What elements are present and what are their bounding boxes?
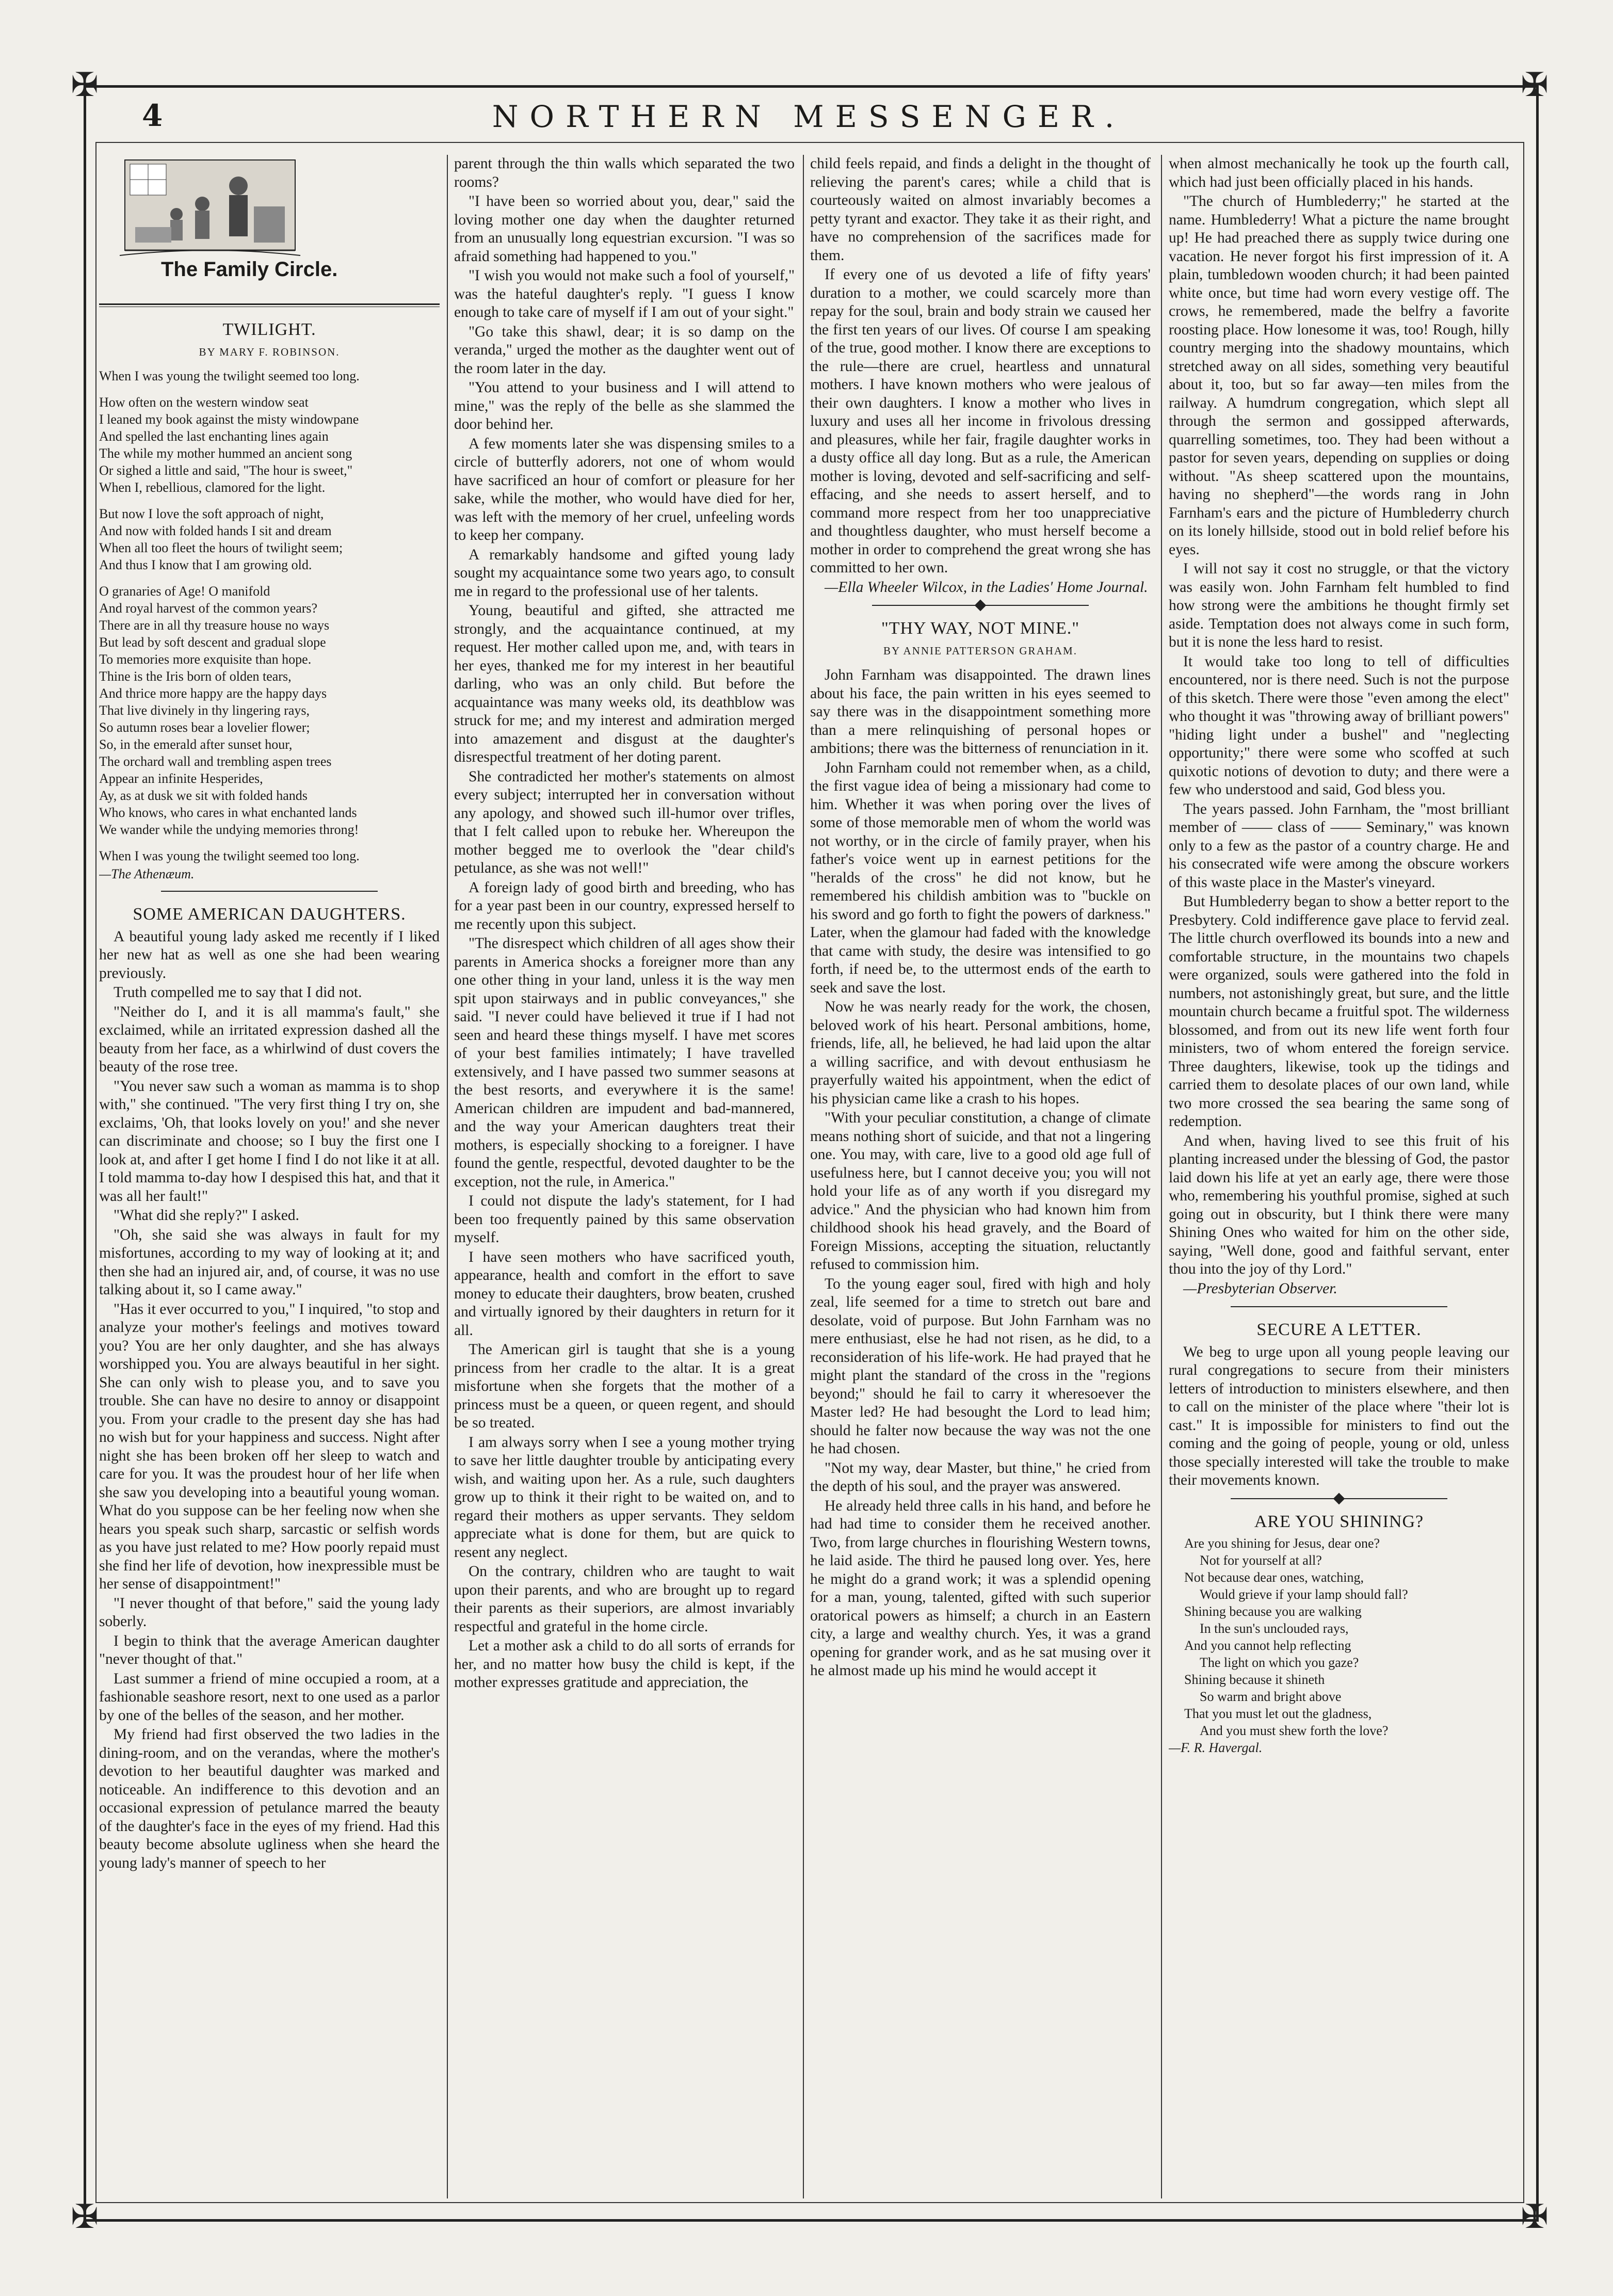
corner-ornament-icon: ✠ — [71, 2198, 99, 2236]
column-rule — [1161, 155, 1162, 2198]
article-title-daughters: SOME AMERICAN DAUGHTERS. — [133, 905, 406, 924]
paragraph: John Farnham was disappointed. The drawn lines about his face, the pain written in his eyes seemed to say there was in the disappointment something more than a mere relinquishing of personal hopes or ambitions; there was the bitterness of renunciation in it. — [810, 667, 1151, 757]
section-title: The Family Circle. — [161, 258, 338, 281]
poem-line: To memories more exquisite than hope. — [99, 652, 312, 667]
article-title-shining: ARE YOU SHINING? — [1254, 1512, 1424, 1531]
paragraph: I will not say it cost no struggle, or that the victory was easily won. John Farnham felt humbled to find how strong were the ambitions he thought firmly set aside. Temptation does not always come in such form, but it is none the less hard to resist. — [1169, 560, 1509, 650]
paragraph: "With your peculiar constitution, a change of climate means nothing short of suicide, and that not a lingering one. You may, with care, live to a good old age full of usefulness here, but I cannot deceive you; you will not hold your life as of any worth if you disregard my advice." And the physician who had known him from childhood shook his head gravely, and the Board of Foreign Missions, accepting the situation, reluctantly refused to commission him. — [810, 1110, 1151, 1273]
paragraph: To the young eager soul, fired with high and holy zeal, life seemed for a time to stretch out bare and desolate, void of purpose. But John Farnham was no mere enthusiast, else he had not risen, as he did, to a reconsideration of his life-work. He had prayed that he might plant the standard of the cross in the "regions beyond;" should he fail to carry it wheresoever the Master led? He had besought the Lord to lead him; should he falter now because the way was not the one he had chosen. — [810, 1275, 1151, 1457]
poem-line: Are you shining for Jesus, dear one? — [1184, 1536, 1380, 1551]
poem-source: —The Athenæum. — [99, 866, 195, 881]
paragraph: My friend had first observed the two ladies in the dining-room, and on the verandas, where the mother's devotion to her beautiful daughter was marked and noticeable. An indifference to this devotion and an occasional expression of petulance marred the beauty of the daughter's face in the eyes of my friend. Had this beauty become absolute ugliness when she heard the young lady's manner of speech to her — [99, 1726, 440, 1871]
article-title-thy-way: "THY WAY, NOT MINE." — [881, 619, 1080, 638]
paragraph: parent through the thin walls which separated the two rooms? — [454, 155, 795, 190]
paragraph: "Has it ever occurred to you," I inquired, "to stop and analyze your mother's feelings and motives toward you? You are her only daughter, and she has always worshipped you. You are always beautiful in her sight. She can only wish to please you, and to save you trouble. She can have no desire to annoy or disappoint you. From your cradle to the present day she has had no wish but for your happiness and success. Night after night she has been broken off her sleep to watch and care for you. It was the proudest hour of her life when she saw you developing into a beautiful young woman. What do you suppose can be her feeling now when she hears you speak such sharp, sarcastic or selfish words as you have just related to me? How poorly repaid must she find her life of devotion, how inexpressible must be her sense of disappointment!" — [99, 1300, 440, 1592]
paragraph: If every one of us devoted a life of fifty years' duration to a mother, we could scarcely more than repay for the soul, brain and body strain we caused her the first ten years of our lives. Of course I am speaking of the true, good mother. I know there are exceptions to the rule—there are cruel, heartless and unnatural mothers. I have known mothers who were jealous of their own daughters. I know a mother who lives in luxury and uses all her income in frivolous dressing and pleasures, while her fair, fragile daughter works in a dusty office all day long. But as a rule, the American mother is loving, devoted and self-sacrificing and self-effacing, and she needs to assert herself, and to command more respect from her too unappreciative and thoughtless daughter, who must herself become a mother in order to comprehend the great wrong she has committed to her own. — [810, 266, 1151, 576]
family-circle-banner — [99, 155, 440, 294]
paragraph: "What did she reply?" I asked. — [114, 1207, 299, 1224]
poem-line: So warm and bright above — [1200, 1689, 1342, 1704]
poem-line: So autumn roses bear a lovelier flower; — [99, 720, 310, 735]
page-number: 4 — [142, 98, 163, 133]
article-body — [99, 928, 440, 1873]
divider — [872, 605, 1089, 606]
poem-line: Shining because it shineth — [1184, 1672, 1325, 1687]
poem-line: In the sun's unclouded rays, — [1200, 1621, 1349, 1636]
paragraph: Truth compelled me to say that I did not. — [114, 984, 362, 1001]
paragraph: "The church of Humblederry;" he started at the name. Humblederry! What a picture the name brought up! He had preached there as supply twice during one vacation. He never forgot his first impression of it. A plain, tumbledown wooden church; it had been painted white once, but time had worn every vestige off. The crows, he remembered, made the belfry a favorite roosting place. How lonesome it was, too! Rough, hilly country merging into the shadowy mountains, which stretched away on all sides, something very beautiful about it, too, but so far away—ten miles from the railway. A humdrum congregation, which slept all through the sermon and gossipped afterwards, quarrelling sometimes, too. They had been without a pastor for seven years, depending on supplies or doing without. "As sheep scattered upon the mountains, having no shepherd"—the words rang in John Farnham's ears and the picture of Humblederry church on its lonely hillside, stood out in bold relief before his eyes. — [1169, 193, 1509, 558]
paragraph: Last summer a friend of mine occupied a room, at a fashionable seashore resort, next to one used as a parlor by one of the belles of the season, and her mother. — [99, 1670, 440, 1724]
paragraph: He already held three calls in his hand, and before he had had time to consider them he received another. Two, from large churches in flourishing Western towns, he laid aside. The third he paused long over. Yes, here he might do a grand work; it was a splendid opening for a man, young, talented, gifted with such superior oratorical powers as himself; a church in an Eastern city, a large and wealthy church. Yes, it was a grand opening for grander work, and as he sat musing over it he almost made up his mind he would accept it — [810, 1497, 1151, 1679]
paragraph: A foreign lady of good birth and breeding, who has for a year past been in our country, expressed herself to me recently upon this subject. — [454, 879, 795, 933]
article-signature: —Ella Wheeler Wilcox, in the Ladies' Home Journal. — [825, 579, 1148, 596]
poem-line: How often on the western window seat — [99, 395, 309, 410]
paragraph: A few moments later she was dispensing smiles to a circle of butterfly adorers, not one of whom would have sacrificed an hour of comfort or pleasure for her sake, while the mother, who would have died for her, was left with the memory of her cruel, unfeeling words to keep her company. — [454, 435, 795, 543]
poem-line: When I, rebellious, clamored for the light. — [99, 480, 326, 495]
corner-ornament-icon: ✠ — [1521, 2198, 1549, 2236]
poem-line: But lead by soft descent and gradual slope — [99, 635, 326, 650]
divider — [1231, 1498, 1447, 1499]
poem-line: That live divinely in thy lingering rays, — [99, 703, 310, 718]
paragraph: She contradicted her mother's statements on almost every subject; interrupted her in conversation without any apology, and showed such ill-humor over trifles, that I felt called upon to rebuke her. Whereupon the mother begged me to overlook the "dear child's petulance, as she was not well!" — [454, 768, 795, 876]
poem-line: But now I love the soft approach of night, — [99, 506, 324, 521]
poem-line: When I was young the twilight seemed too long. — [99, 368, 360, 383]
divider — [1231, 1306, 1447, 1307]
newspaper-title: NORTHERN MESSENGER. — [492, 99, 1126, 134]
poem-line: And royal harvest of the common years? — [99, 601, 318, 616]
poem-line: The light on which you gaze? — [1200, 1655, 1359, 1670]
paragraph: "I have been so worried about you, dear," said the loving mother one day when the daughter returned from an unusually long equestrian excursion. "I was so afraid something had happened to you." — [454, 193, 795, 265]
poem-line: And thus I know that I am growing old. — [99, 557, 312, 572]
paragraph: Young, beautiful and gifted, she attracted me strongly, and the acquaintance continued, at my request. Her mother called upon me, and, with tears in her eyes, thanked me for my interest in her beautiful darling, who was an only child. But before the acquaintance was many weeks old, its deathblow was struck for me; and my interest and admiration merged into amazement and disgust at the daughter's disrespectful treatment of her doting parent. — [454, 602, 795, 765]
poem-line: And now with folded hands I sit and dream — [99, 523, 332, 538]
poem-line: The orchard wall and trembling aspen trees — [99, 754, 332, 769]
paragraph: "I never thought of that before," said the young lady soberly. — [99, 1595, 440, 1630]
paragraph: We beg to urge upon all young people leaving our rural congregations to secure from their ministers letters of introduction to ministers elsewhere, and then to call on the minister of the place where "their lot is cast." It is impossible for ministers to find out the coming and the going of people, young or old, unless those specially interested will take the trouble to make their movements known. — [1169, 1343, 1509, 1488]
masthead — [95, 98, 1522, 139]
poem-line: Ay, as at dusk we sit with folded hands — [99, 788, 308, 803]
divider — [161, 891, 378, 892]
paragraph: A remarkably handsome and gifted young lady sought my acquaintance some two years ago, to consult me in regard to the professional use of her talents. — [454, 546, 795, 600]
poem-line: When I was young the twilight seemed too long. — [99, 848, 360, 863]
byline-twilight: BY MARY F. ROBINSON. — [199, 345, 340, 358]
poem-line: Shining because you are walking — [1184, 1604, 1362, 1619]
poem-line: Appear an infinite Hesperides, — [99, 771, 263, 786]
paragraph: I am always sorry when I see a young mother trying to save her little daughter trouble by anticipating every wish, and waiting upon her. As a rule, such daughters grow up to think it their right to be waited on, and to regard their mothers as upper servants. They seldom appreciate what is done for them, but are quick to resent any neglect. — [454, 1434, 795, 1561]
paragraph: "Neither do I, and it is all mamma's fault," she exclaimed, while an irritated expression dashed all the beauty from her face, as a whirlwind of dust covers the beauty of the rose tree. — [99, 1003, 440, 1075]
corner-ornament-icon: ✠ — [71, 66, 99, 104]
poem-line: The while my mother hummed an ancient song — [99, 446, 352, 461]
corner-ornament-icon: ✠ — [1521, 66, 1549, 104]
byline-thy-way: BY ANNIE PATTERSON GRAHAM. — [883, 644, 1077, 657]
paragraph: On the contrary, children who are taught to wait upon their parents, and who are brought up to regard their parents as their superiors, are almost invariably respectful and grateful in the home circle. — [454, 1563, 795, 1635]
poem-line: Who knows, who cares in what enchanted lands — [99, 805, 357, 820]
poem-line: And you cannot help reflecting — [1184, 1638, 1351, 1653]
paragraph: "You attend to your business and I will attend to mine," was the reply of the belle as she slammed the door behind her. — [454, 379, 795, 432]
section-divider — [99, 303, 440, 307]
poem-line: And you must shew forth the love? — [1200, 1723, 1389, 1738]
poem-line: O granaries of Age! O manifold — [99, 584, 270, 599]
paragraph: I begin to think that the average American daughter "never thought of that." — [99, 1632, 440, 1667]
paragraph: "The disrespect which children of all ages show their parents in America shocks a foreigner more than any one other thing in your land, unless it is the way men spit upon stairways and in public conveyances," she said. "I never could have believed it true if I had not seen and heard these things myself. I have met scores of your best families intimately; I have travelled extensively, and I have passed two summer seasons at the best resorts, and everywhere it is the same! American children are impudent and bad-mannered, and the way your American daughters treat their mothers, is especially shocking to a foreigner. I have found the gentle, respectful, devoted daughter to be the exception, not the rule, in America." — [454, 935, 795, 1190]
poem-line: When all too fleet the hours of twilight seem; — [99, 540, 343, 555]
paragraph: "Oh, she said she was always in fault for my misfortunes, according to my way of looking at it; and then she had an injured air, and, of course, it was no use talking about it, so I came away." — [99, 1226, 440, 1298]
poem-line: We wander while the undying memories throng! — [99, 822, 359, 837]
poem-shining — [1169, 1535, 1509, 1756]
paragraph: when almost mechanically he took up the fourth call, which had just been officially placed in his hands. — [1169, 155, 1509, 190]
column-rule — [447, 155, 448, 2198]
paragraph: child feels repaid, and finds a delight in the thought of relieving the parent's cares; while a child that is courteously waited on almost invariably becomes a petty tyrant and exactor. They take it as their right, and have no comprehension of the sacrifices made for them. — [810, 155, 1151, 264]
paragraph: The American girl is taught that she is a young princess from her cradle to the altar. It is a great misfortune when she forgets that the mother of a princess must be a queen, or queen regent, and should be so treated. — [454, 1341, 795, 1431]
poem-line: I leaned my book against the misty windowpane — [99, 412, 359, 427]
poem-line: Or sighed a little and said, "The hour is sweet," — [99, 463, 353, 478]
paragraph: "Not my way, dear Master, but thine," he cried from the depth of his soul, and the prayer was answered. — [810, 1459, 1151, 1495]
paragraph: A beautiful young lady asked me recently if I liked her new hat as well as one she had been wearing previously. — [99, 928, 440, 982]
paragraph: I have seen mothers who have sacrificed youth, appearance, health and comfort in the effort to save money to educate their daughters, brow beaten, crushed and virtually ignored by their daughters in return for it all. — [454, 1248, 795, 1339]
poem-line: And spelled the last enchanting lines again — [99, 429, 329, 444]
paragraph: "You never saw such a woman as mamma is to shop with," she continued. "The very first thing I try on, she exclaims, 'Oh, that looks lovely on you!' and she never can discriminate and choose; so I buy the first one I look at, and after I get home I find I do not like it at all. I told mamma to-day how I despised this hat, and that it was all her fault!" — [99, 1078, 440, 1205]
column-1 — [99, 155, 440, 2188]
poem-line: Not because dear ones, watching, — [1184, 1570, 1364, 1585]
column-2 — [454, 155, 795, 2188]
paragraph: John Farnham could not remember when, as a child, the first vague idea of being a missionary had come to him. Whether it was when poring over the lives of some of those memorable men of whom the world was not worthy, or in the circle of family prayer, when his father's voice went up in earnest petitions for the "heralds of the cross" he did not know, but he remembered his childish ambition was to "buckle on his sword and go forth to fight the powers of darkness." Later, when the glamour had faded with the knowledge that came with study, the desire was intensified to go forth, if need be, to the uttermost ends of the earth to seek and save the lost. — [810, 759, 1151, 996]
column-3 — [810, 155, 1151, 2188]
paragraph: It would take too long to tell of difficulties encountered, nor is there need. Such is not the purpose of this sketch. There were those "even among the elect" who thought it was "throwing away of brilliant powers" "hiding light under a bushel" and "neglecting opportunity;" there were some who scoffed at such quixotic notions of devotion to duty; and there were a few who understood and said, God bless you. — [1169, 653, 1509, 798]
poem-line: And thrice more happy are the happy days — [99, 686, 327, 701]
column-rule — [803, 155, 804, 2198]
poem-line: Not for yourself at all? — [1200, 1553, 1322, 1568]
column-4 — [1169, 155, 1509, 2188]
poem-source: —F. R. Havergal. — [1169, 1740, 1263, 1755]
article-title-secure-letter: SECURE A LETTER. — [1256, 1320, 1422, 1339]
article-title-twilight: TWILIGHT. — [222, 320, 316, 339]
poem-line: There are in all thy treasure house no ways — [99, 618, 330, 633]
article-source: —Presbyterian Observer. — [1183, 1280, 1337, 1297]
paragraph: And when, having lived to see this fruit of his planting increased under the blessing of God, the pastor laid down his life at yet an early age, there were those who, remembering his youthful promise, sighed at such going out in obscurity, but I think there were many Shining Ones who waited for him on the other side, saying, "Well done, good and faithful servant, enter thou into the joy of thy Lord." — [1169, 1132, 1509, 1277]
poem-line: So, in the emerald after sunset hour, — [99, 737, 293, 752]
paragraph: I could not dispute the lady's statement, for I had been too frequently pained by this same observation myself. — [454, 1193, 795, 1246]
paragraph: But Humblederry began to show a better report to the Presbytery. Cold indifference gave place to fervid zeal. The little church overflowed its bounds into a new and comfortable structure, in the mountains two chapels were organized, souls were gathered into the fold in numbers, not astonishingly great, but sure, and the little mountain church became a fruitful spot. The wilderness blossomed, and from out its new life went forth four ministers, two of whom entered the foreign service. Three daughters, likewise, took up the tidings and carried them to desolate places of our own land, while two more crossed the sea bearing the same song of redemption. — [1169, 893, 1509, 1130]
paragraph: The years passed. John Farnham, the "most brilliant member of —— class of —— Seminary," was known only to a few as the pastor of a country charge. He and his consecrated wife were among the obscure workers of this waste place in the Master's vineyard. — [1169, 800, 1509, 891]
poem-line: That you must let out the gladness, — [1184, 1706, 1372, 1721]
paragraph: Now he was nearly ready for the work, the chosen, beloved work of his heart. Personal ambitions, home, friends, life, all, he believed, he had laid upon the altar a willing sacrifice, and with devout enthusiasm he prayerfully waited his appointment, when the edict of his physician came like a crash to his hopes. — [810, 999, 1151, 1107]
paragraph: "Go take this shawl, dear; it is so damp on the veranda," urged the mother as the daughter went out of the room later in the day. — [454, 323, 795, 377]
poem-line: Thine is the Iris born of olden tears, — [99, 669, 292, 684]
paragraph: "I wish you would not make such a fool of yourself," was the hateful daughter's reply. "I guess I know enough to take care of myself if I am out of your sight." — [454, 267, 795, 320]
paragraph: Let a mother ask a child to do all sorts of errands for her, and no matter how busy the child is kept, if the mother expresses gratitude and appreciation, the — [454, 1637, 795, 1691]
poem-twilight — [99, 367, 440, 882]
poem-line: Would grieve if your lamp should fall? — [1200, 1587, 1408, 1602]
